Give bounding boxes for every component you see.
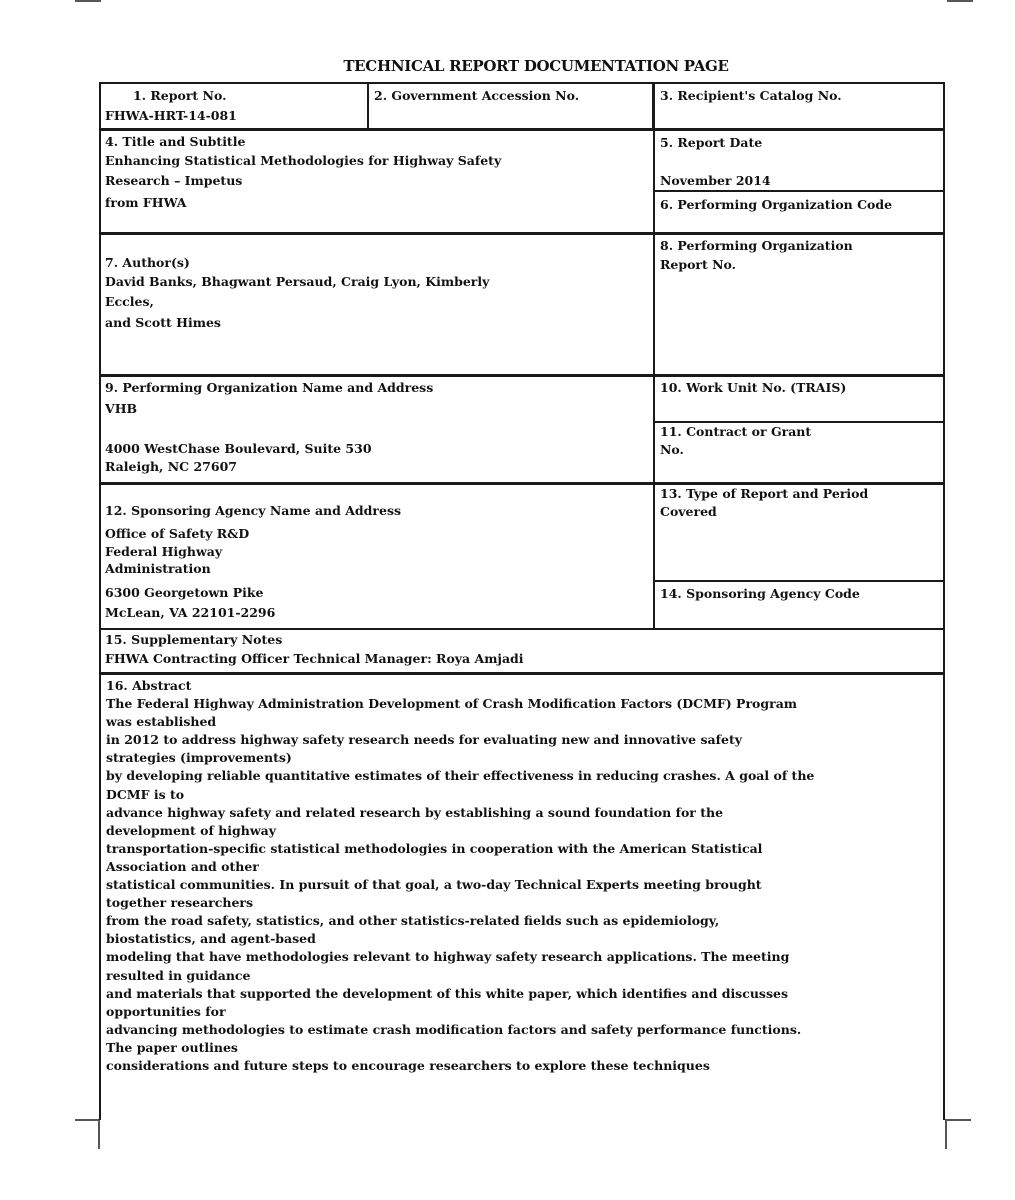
abstract-line: opportunities for bbox=[106, 1003, 226, 1019]
crop-mark-top-right bbox=[947, 0, 973, 2]
performing-org-name-line-2: 4000 WestChase Boulevard, Suite 530 bbox=[105, 441, 372, 456]
abstract-body bbox=[106, 677, 941, 1075]
field-supplementary-notes bbox=[99, 628, 945, 674]
contract-label-2: No. bbox=[660, 442, 684, 457]
abstract-line: advance highway safety and related research by establishing a sound foundation for the bbox=[106, 804, 724, 820]
title-subtitle-line-2: Research – Impetus bbox=[105, 173, 243, 188]
page-title: TECHNICAL REPORT DOCUMENTATION PAGE bbox=[343, 57, 729, 75]
field-catalog-no bbox=[653, 82, 945, 130]
title-subtitle-label: 4. Title and Subtitle bbox=[105, 134, 246, 149]
report-no-label: 1. Report No. bbox=[133, 88, 227, 103]
abstract-line: development of highway bbox=[106, 822, 276, 838]
abstract-line: The paper outlines bbox=[106, 1039, 238, 1055]
authors-label: 7. Author(s) bbox=[105, 255, 190, 270]
abstract-line: was established bbox=[106, 714, 217, 730]
performing-org-name-label: 9. Performing Organization Name and Address bbox=[105, 380, 434, 395]
performing-org-report-label-2: Report No. bbox=[660, 257, 737, 272]
authors-line-3: and Scott Himes bbox=[105, 315, 221, 330]
catalog-no-label: 3. Recipient's Catalog No. bbox=[660, 88, 842, 103]
sponsoring-agency-code-label: 14. Sponsoring Agency Code bbox=[660, 586, 860, 601]
authors-line-1: David Banks, Bhagwant Persaud, Craig Lyon, Kimberly bbox=[105, 274, 490, 289]
abstract-line: strategies (improvements) bbox=[106, 750, 292, 766]
abstract-line: transportation-specific statistical methodologies in cooperation with the American Statistical bbox=[106, 840, 763, 856]
report-type-label-1: 13. Type of Report and Period bbox=[660, 486, 869, 501]
crop-mark-bottom-right-v bbox=[945, 1119, 947, 1149]
supplementary-notes-label: 15. Supplementary Notes bbox=[105, 632, 283, 647]
abstract-line: in 2012 to address highway safety research needs for evaluating new and innovative safety bbox=[106, 732, 742, 748]
abstract-line: considerations and future steps to encourage researchers to explore these techniques bbox=[106, 1057, 710, 1073]
abstract-line: DCMF is to bbox=[106, 786, 185, 802]
abstract-line: by developing reliable quantitative estimates of their effectiveness in reducing crashes. A goal of the bbox=[106, 768, 815, 784]
sponsoring-agency-label: 12. Sponsoring Agency Name and Address bbox=[105, 503, 402, 518]
performing-org-name-line-3: Raleigh, NC 27607 bbox=[105, 459, 237, 474]
field-sponsoring-agency bbox=[99, 483, 655, 630]
abstract-line: and materials that supported the development of this white paper, which identifies and discusses bbox=[106, 985, 788, 1001]
title-subtitle-line-3: from FHWA bbox=[105, 195, 187, 210]
abstract-line: modeling that have methodologies relevant to highway safety research applications. The meeting bbox=[106, 949, 790, 965]
abstract-line: Association and other bbox=[106, 858, 259, 874]
field-title-subtitle bbox=[99, 129, 655, 234]
field-performing-org-report bbox=[653, 233, 945, 376]
crop-mark-bottom-right-h bbox=[945, 1119, 971, 1121]
title-subtitle-line-1: Enhancing Statistical Methodologies for Highway Safety bbox=[105, 153, 502, 168]
crop-mark-bottom-left-v bbox=[98, 1119, 100, 1149]
field-report-no bbox=[99, 82, 369, 130]
accession-no-label: 2. Government Accession No. bbox=[374, 88, 580, 103]
field-report-date bbox=[653, 129, 945, 192]
crop-mark-top-left bbox=[75, 0, 101, 2]
field-accession-no bbox=[367, 82, 654, 130]
authors-line-2: Eccles, bbox=[105, 294, 154, 309]
sponsoring-agency-line-4: 6300 Georgetown Pike bbox=[105, 585, 264, 600]
abstract-label: 16. Abstract bbox=[106, 678, 192, 693]
supplementary-notes-value: FHWA Contracting Officer Technical Manager: Roya Amjadi bbox=[105, 651, 524, 666]
abstract-line: The Federal Highway Administration Development of Crash Modification Factors (DCMF) Program bbox=[106, 696, 798, 712]
abstract-line: biostatistics, and agent-based bbox=[106, 931, 316, 947]
sponsoring-agency-line-2: Federal Highway bbox=[105, 544, 223, 559]
report-type-label-2: Covered bbox=[660, 504, 717, 519]
sponsoring-agency-line-5: McLean, VA 22101-2296 bbox=[105, 605, 276, 620]
crop-mark-bottom-left-h bbox=[75, 1119, 99, 1121]
field-work-unit bbox=[653, 375, 945, 423]
field-performing-org-code bbox=[653, 190, 945, 234]
report-date-label: 5. Report Date bbox=[660, 135, 763, 150]
performing-org-code-label: 6. Performing Organization Code bbox=[660, 197, 893, 212]
field-report-type bbox=[653, 483, 945, 582]
performing-org-report-label-1: 8. Performing Organization bbox=[660, 238, 853, 253]
abstract-line: statistical communities. In pursuit of that goal, a two-day Technical Experts meeting brought bbox=[106, 877, 762, 893]
performing-org-name-line-1: VHB bbox=[105, 401, 138, 416]
work-unit-label: 10. Work Unit No. (TRAIS) bbox=[660, 380, 847, 395]
field-authors bbox=[99, 233, 655, 376]
abstract-line: together researchers bbox=[106, 895, 254, 911]
sponsoring-agency-line-3: Administration bbox=[105, 561, 211, 576]
report-no-value: FHWA-HRT-14-081 bbox=[105, 108, 237, 123]
sponsoring-agency-line-1: Office of Safety R&D bbox=[105, 526, 250, 541]
abstract-line: resulted in guidance bbox=[106, 967, 251, 983]
field-performing-org-name bbox=[99, 375, 655, 484]
abstract-line: from the road safety, statistics, and other statistics-related fields such as epidemiology, bbox=[106, 913, 720, 929]
abstract-line: advancing methodologies to estimate crash modification factors and safety performance functions. bbox=[106, 1021, 802, 1037]
contract-label-1: 11. Contract or Grant bbox=[660, 424, 812, 439]
report-date-value: November 2014 bbox=[660, 173, 771, 188]
field-contract bbox=[653, 421, 945, 484]
field-sponsoring-agency-code bbox=[653, 580, 945, 630]
field-abstract bbox=[99, 673, 945, 1120]
